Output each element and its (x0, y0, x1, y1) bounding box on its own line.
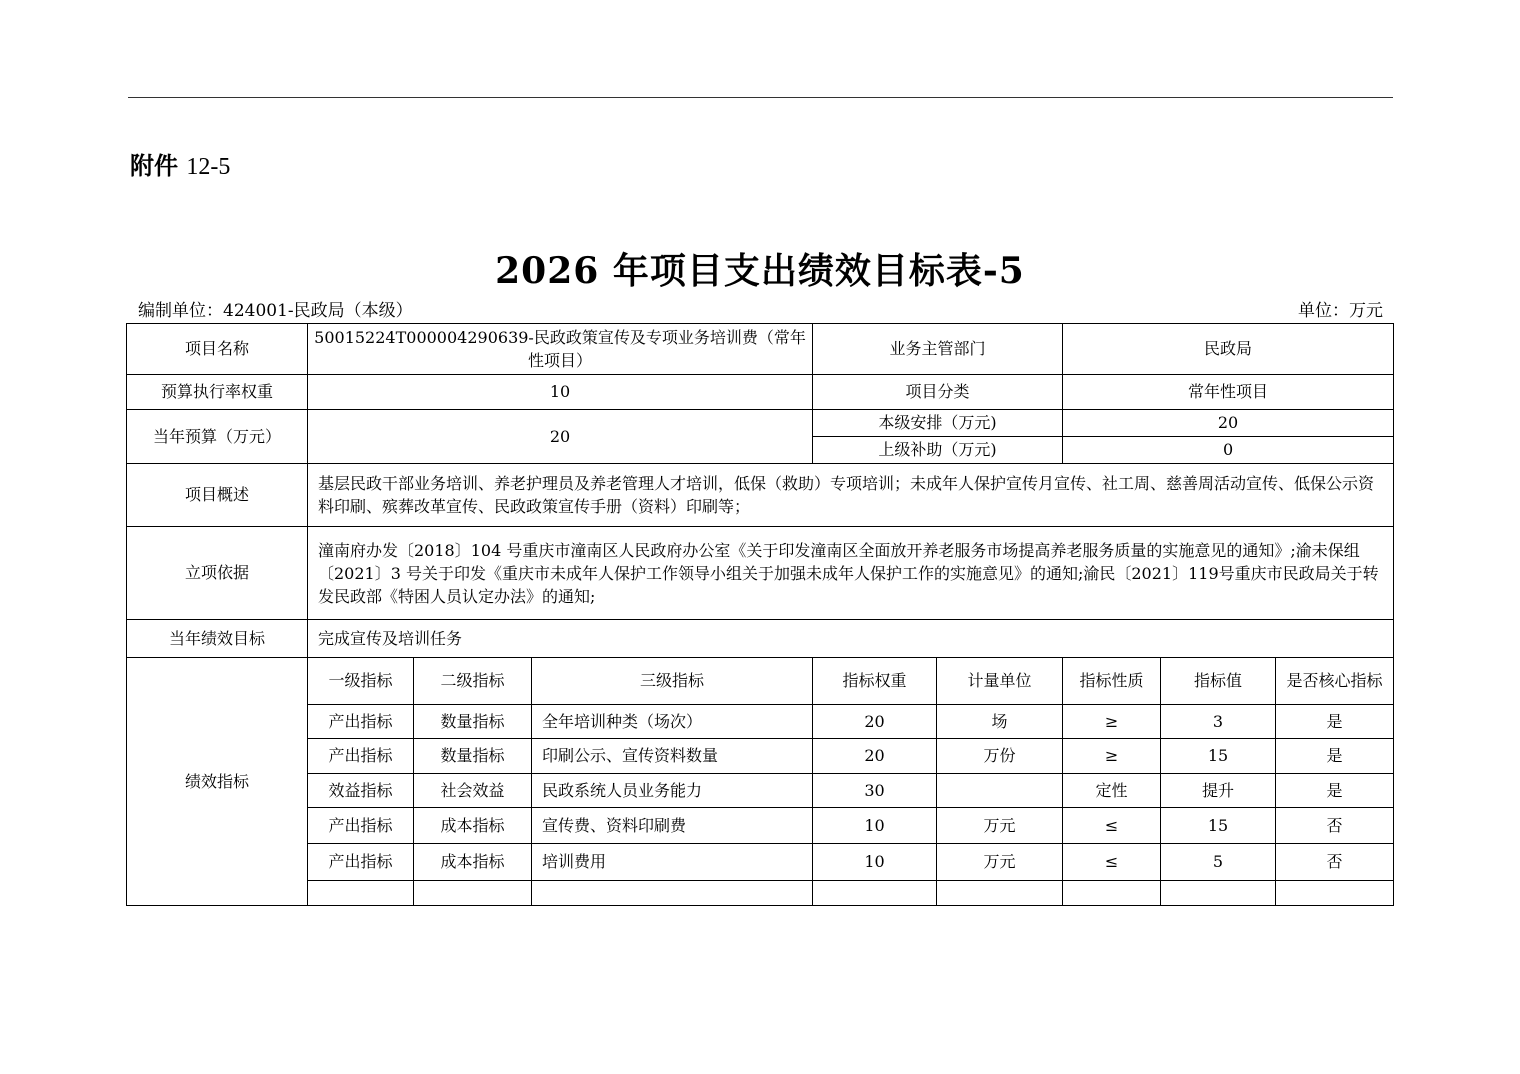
attachment-label (130, 146, 230, 181)
row-goal (127, 620, 1394, 658)
header-cell: 指标性质 (1063, 658, 1161, 705)
unit-cell: 万份 (937, 739, 1063, 774)
unit-cell: 万元 (937, 844, 1063, 881)
level1-cell: 产出指标 (308, 705, 414, 739)
level2-cell: 数量指标 (414, 739, 532, 774)
core-cell: 是 (1276, 739, 1394, 774)
level1-cell: 产出指标 (308, 808, 414, 844)
level3-cell: 全年培训种类（场次） (532, 705, 813, 739)
level2-cell: 社会效益 (414, 774, 532, 808)
upper-label: 上级补助（万元) (813, 437, 1063, 464)
compiler-unit: 编制单位：424001-民政局（本级） (138, 301, 413, 321)
table-row (127, 774, 1394, 808)
local-value: 20 (1063, 410, 1394, 437)
level2-cell: 数量指标 (414, 705, 532, 739)
goal-label: 当年绩效目标 (127, 620, 308, 658)
budget-label: 当年预算（万元） (127, 410, 308, 464)
weight-cell (813, 881, 937, 906)
row-project-name (127, 324, 1394, 375)
header-cell: 计量单位 (937, 658, 1063, 705)
level1-cell (308, 881, 414, 906)
weight-cell: 10 (813, 808, 937, 844)
weight-cell: 20 (813, 739, 937, 774)
project-name-label: 项目名称 (127, 324, 308, 375)
weight-value: 10 (308, 375, 813, 410)
header-cell: 指标值 (1161, 658, 1276, 705)
indicator-header-row (127, 658, 1394, 705)
header-cell: 指标权重 (813, 658, 937, 705)
header-cell: 二级指标 (414, 658, 532, 705)
nature-cell: ≥ (1063, 705, 1161, 739)
page-title: 2026 年项目支出绩效目标表-5 (495, 250, 1025, 292)
dept-label: 业务主管部门 (813, 324, 1063, 375)
value-cell: 提升 (1161, 774, 1276, 808)
overview-label: 项目概述 (127, 464, 308, 527)
basis-label: 立项依据 (127, 527, 308, 620)
unit-cell: 场 (937, 705, 1063, 739)
row-weight (127, 375, 1394, 410)
unit-cell (937, 774, 1063, 808)
weight-cell: 30 (813, 774, 937, 808)
weight-label: 预算执行率权重 (127, 375, 308, 410)
goal-value: 完成宣传及培训任务 (308, 620, 1394, 658)
unit-cell: 万元 (937, 808, 1063, 844)
overview-value: 基层民政干部业务培训、养老护理员及养老管理人才培训，低保（救助）专项培训；未成年人保护宣传月宣传、社工周、慈善周活动宣传、低保公示资料印刷、殡葬改革宣传、民政政策宣传手册（资料）印刷等； (308, 464, 1394, 527)
category-label: 项目分类 (813, 375, 1063, 410)
level2-cell: 成本指标 (414, 844, 532, 881)
level1-cell: 产出指标 (308, 739, 414, 774)
currency-unit: 单位：万元 (1298, 301, 1383, 321)
budget-value: 20 (308, 410, 813, 464)
top-rule (128, 97, 1393, 98)
level2-cell: 成本指标 (414, 808, 532, 844)
value-cell: 5 (1161, 844, 1276, 881)
nature-cell: ≥ (1063, 739, 1161, 774)
row-overview (127, 464, 1394, 527)
core-cell (1276, 881, 1394, 906)
nature-cell: ≤ (1063, 808, 1161, 844)
weight-cell: 10 (813, 844, 937, 881)
header-cell: 一级指标 (308, 658, 414, 705)
table-row (127, 739, 1394, 774)
local-label: 本级安排（万元) (813, 410, 1063, 437)
category-value: 常年性项目 (1063, 375, 1394, 410)
table-row (127, 705, 1394, 739)
level3-cell: 印刷公示、宣传资料数量 (532, 739, 813, 774)
level3-cell (532, 881, 813, 906)
weight-cell: 20 (813, 705, 937, 739)
value-cell: 3 (1161, 705, 1276, 739)
indicators-label: 绩效指标 (127, 658, 308, 906)
header-cell: 是否核心指标 (1276, 658, 1394, 705)
value-cell (1161, 881, 1276, 906)
table-row (127, 808, 1394, 844)
dept-value: 民政局 (1063, 324, 1394, 375)
nature-cell: 定性 (1063, 774, 1161, 808)
upper-value: 0 (1063, 437, 1394, 464)
nature-cell (1063, 881, 1161, 906)
value-cell: 15 (1161, 739, 1276, 774)
header-cell: 三级指标 (532, 658, 813, 705)
level1-cell: 产出指标 (308, 844, 414, 881)
table-row (127, 844, 1394, 881)
core-cell: 否 (1276, 808, 1394, 844)
level3-cell: 宣传费、资料印刷费 (532, 808, 813, 844)
nature-cell: ≤ (1063, 844, 1161, 881)
unit-cell (937, 881, 1063, 906)
core-cell: 是 (1276, 774, 1394, 808)
level3-cell: 培训费用 (532, 844, 813, 881)
row-basis (127, 527, 1394, 620)
value-cell: 15 (1161, 808, 1276, 844)
table-row-empty (127, 881, 1394, 906)
attachment-prefix: 附件 (130, 152, 178, 180)
core-cell: 否 (1276, 844, 1394, 881)
core-cell: 是 (1276, 705, 1394, 739)
level3-cell: 民政系统人员业务能力 (532, 774, 813, 808)
row-budget (127, 410, 1394, 437)
basis-value: 潼南府办发〔2018〕104 号重庆市潼南区人民政府办公室《关于印发潼南区全面放开养老服务市场提高养老服务质量的实施意见的通知》;渝未保组〔2021〕3 号关于印发《重庆市未成年人保护工作领导小组关于加强未成年人保护工作的实施意见》的通知;渝民〔2021〕119号重庆市民政局关于转发民政部《特困人员认定办法》的通知; (308, 527, 1394, 620)
attachment-number: 12-5 (186, 154, 231, 180)
performance-table (126, 323, 1394, 906)
project-name-value: 50015224T000004290639-民政政策宣传及专项业务培训费（常年性项目） (308, 324, 813, 375)
level2-cell (414, 881, 532, 906)
level1-cell: 效益指标 (308, 774, 414, 808)
